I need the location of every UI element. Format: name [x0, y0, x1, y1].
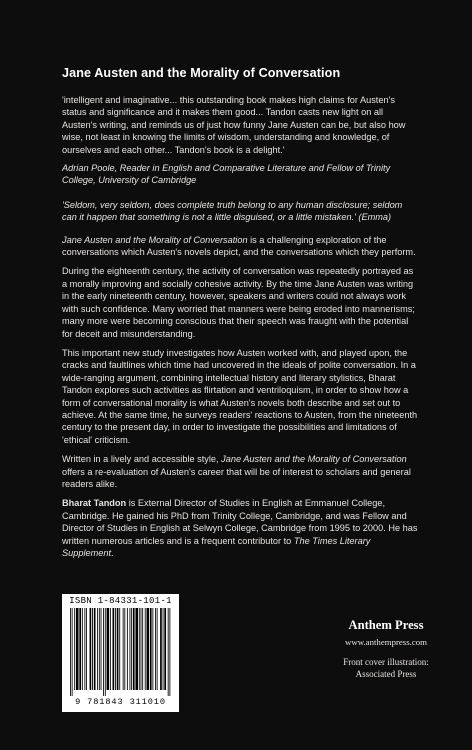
publisher-name: Anthem Press: [348, 618, 424, 632]
barcode-bar: [157, 608, 158, 690]
barcode-bar: [76, 608, 79, 690]
barcode-bar: [135, 608, 138, 690]
barcode-bar: [169, 608, 170, 696]
cover-credit: [326, 657, 446, 680]
publisher-block: [326, 618, 446, 680]
isbn-digits: 9 781843 311010: [75, 697, 166, 707]
description-paragraph-3: This important new study investigates how Austen worked with, and played upon, the cracks and faultlines which time had uncovered in the ideals of polite conversation. In a wide-ranging argument, combining intellectual history and literary stylistics, Bharat Tandon explores such activities as flirtation and ventriloquism, in order to show how a form of conversational morality is what Austen's novels both describe and set out to achieve. At the same time, he surveys readers' reactions to Austen, from the nineteenth century to the present day, in order to investigate the possibilities and limitations of 'ethical' criticism.: [62, 347, 418, 445]
barcode-bar: [115, 608, 116, 690]
barcode-bar: [79, 608, 81, 690]
inline-book-title: Jane Austen and the Morality of Conversation: [62, 234, 248, 245]
description-paragraph-1: [62, 234, 418, 259]
epigraph: 'Seldom, very seldom, does complete truth belong to any human disclosure; seldom can it happen that something is not a little disguised, or a little mistaken.' (Emma): [62, 199, 403, 223]
barcode-bar: [123, 608, 124, 690]
barcode-bar: [74, 608, 75, 690]
barcode-bar: [84, 608, 85, 690]
barcode-bar: [131, 608, 132, 690]
barcode-bar: [90, 608, 92, 690]
barcode-bar: [142, 608, 143, 690]
barcode-bar: [139, 608, 140, 690]
barcode-bar: [150, 608, 152, 690]
bio-text: is External Director of Studies in English at Emmanuel College, Cambridge. He gained his PhD from Trinity College, Cambridge, and was Fellow and Director of Studies in English at Selwyn College, Cambridge from 1995 to 2000. He has written numerous articles and is a frequent contributor to: [62, 498, 418, 546]
journal-title: The Times Literary Supplement: [62, 535, 371, 558]
barcode-bar: [107, 608, 110, 690]
author-bio: [62, 497, 418, 559]
barcode-bar: [164, 608, 166, 690]
barcode-bar: [127, 608, 128, 690]
barcode-bar: [86, 608, 87, 690]
description-text: is a challenging exploration of the conversations which Austen's novels depict, and the conversations which they perform.: [62, 234, 416, 258]
barcode-bar: [97, 608, 98, 690]
book-title: Jane Austen and the Morality of Conversation: [62, 66, 341, 80]
barcode-bar: [160, 608, 162, 690]
barcode-bar: [155, 608, 156, 690]
barcode-bar: [124, 608, 125, 690]
barcode-bar: [99, 608, 100, 690]
description-paragraph-2: During the eighteenth century, the activity of conversation was repeatedly portrayed as a morally improving and socially cohesive activity. By the time Jane Austen was writing in the early nineteenth century, however, speakers and writers could not always work with such confidence. Many worried that manners were being eroded into mannerisms; many more were becoming conscious that their speech was fraught with the potential for deceit and misunderstanding.: [62, 266, 415, 339]
barcode-bar: [101, 608, 102, 690]
cover-text: [62, 66, 418, 565]
barcode-bar: [152, 608, 153, 690]
review-quote: 'intelligent and imaginative... this outstanding book makes high claims for Austen's status and significance and it makes them good... Tandon casts new light on all Austen's writing, and reminds us of just how funny Jane Austen can be, but also how wise, not least in knowing the limits of wisdom, understanding and knowledge, of ourselves and each other... Tandon's book is a delight.': [62, 95, 406, 155]
barcode-bar: [141, 608, 142, 690]
bio-text: .: [111, 548, 114, 558]
barcode-bar: [94, 608, 96, 690]
barcode-bar: [130, 608, 131, 690]
barcode-bar: [82, 608, 83, 690]
cover-credit-line: Front cover illustration:: [343, 657, 429, 667]
barcode-bar: [117, 608, 119, 690]
description-paragraph-4: [62, 453, 418, 490]
description-text: Written in a lively and accessible style,: [62, 454, 222, 465]
barcode-bar: [103, 608, 104, 696]
barcode-bar: [133, 608, 135, 690]
barcode-bar: [113, 608, 115, 690]
barcode-bar: [70, 608, 71, 696]
barcode-bars: [70, 608, 171, 696]
barcode-bar: [163, 608, 164, 690]
isbn-label: ISBN 1-84331-101-1: [69, 596, 172, 606]
inline-book-title: Jane Austen and the Morality of Conversation: [221, 454, 407, 465]
cover-credit-line: Associated Press: [355, 668, 417, 679]
description-text: offers a re-evaluation of Austen's career that will be of interest to scholars and general readers alike.: [62, 466, 411, 489]
author-name: Bharat Tandon: [62, 498, 127, 509]
barcode-bar: [105, 608, 106, 696]
barcode-bar: [147, 608, 150, 690]
barcode-bar: [72, 608, 73, 696]
barcode-bar: [110, 608, 111, 690]
barcode-bar: [168, 608, 169, 696]
publisher-url: www.anthempress.com: [344, 637, 427, 647]
barcode-bar: [145, 608, 146, 690]
barcode-bar: [92, 608, 93, 690]
review-attribution: Adrian Poole, Reader in English and Comparative Literature and Fellow of Trinity College, University of Cambridge: [62, 163, 391, 186]
barcode-bar: [119, 608, 120, 690]
barcode: [62, 594, 179, 712]
